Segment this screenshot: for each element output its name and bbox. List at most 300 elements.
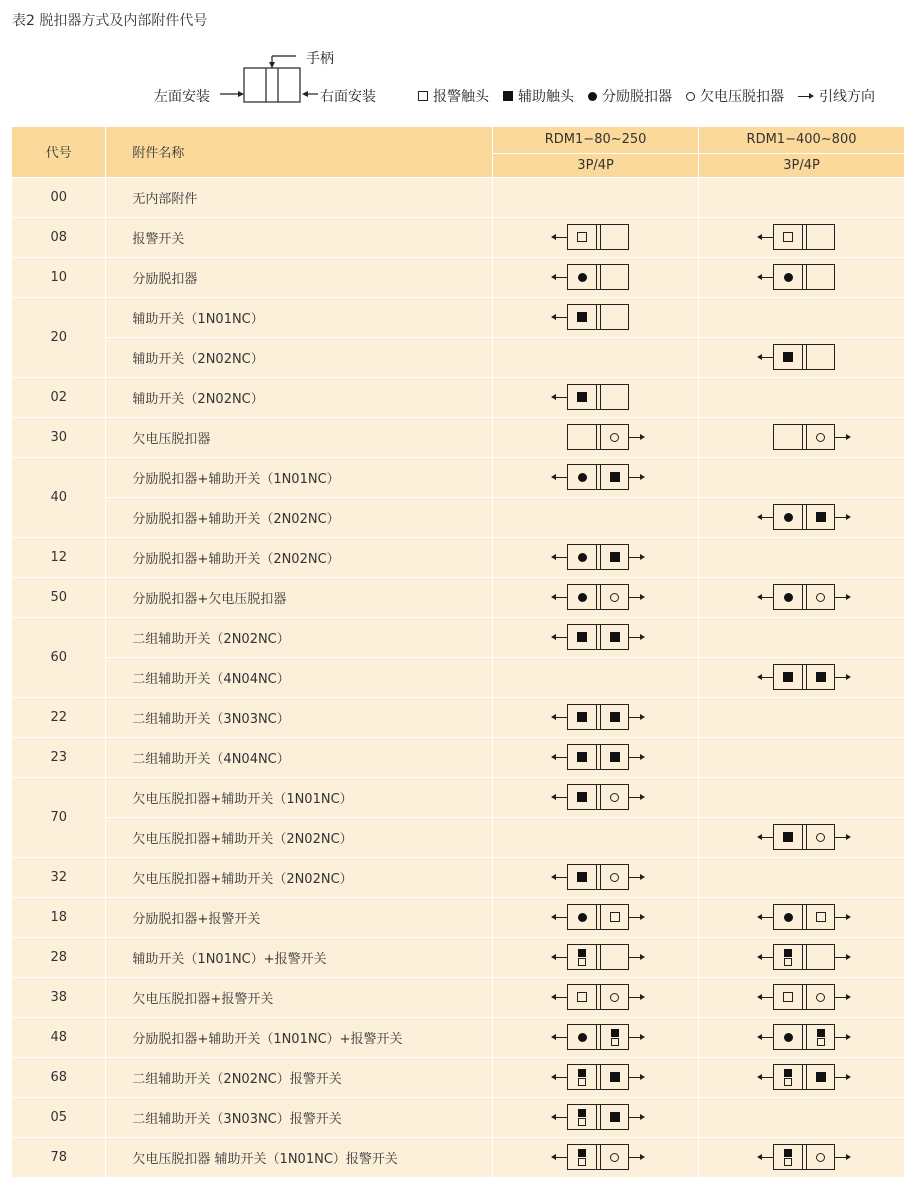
- open-circle-icon: [610, 1153, 619, 1162]
- filled-dot-icon: [784, 1033, 793, 1042]
- filled-square-icon: [816, 672, 826, 682]
- breaker-box: [773, 904, 835, 930]
- accessory-diagram: [551, 784, 645, 810]
- open-circle-icon: [816, 593, 825, 602]
- right-slot: [600, 1065, 628, 1089]
- left-slot: [774, 1145, 802, 1169]
- breaker-box: [567, 624, 629, 650]
- legend-label: 引线方向: [819, 89, 875, 105]
- filled-square-icon: [610, 552, 620, 562]
- breaker-box: [567, 304, 629, 330]
- lead-right-arrow-icon: [629, 552, 645, 562]
- table-row: [12, 217, 905, 257]
- left-slot: [774, 1065, 802, 1089]
- table-row: [12, 417, 905, 457]
- row-name: 二组辅助开关（2N02NC）: [106, 617, 493, 657]
- accessory-diagram: [551, 624, 645, 650]
- lead-right-arrow-icon: [629, 952, 645, 962]
- left-slot: [568, 1145, 596, 1169]
- row-name: 分励脱扣器+辅助开关（1N01NC）: [106, 457, 493, 497]
- filled-dot-icon: [578, 553, 587, 562]
- filled-square-icon: [610, 472, 620, 482]
- left-slot: [568, 1025, 596, 1049]
- lead-left-arrow-icon: [551, 1152, 567, 1162]
- row-code: 02: [12, 377, 106, 417]
- row-code: 68: [12, 1057, 106, 1097]
- stacked-contacts-icon: [578, 1069, 586, 1086]
- accessory-diagram: [551, 1104, 645, 1130]
- open-square-icon: [577, 232, 587, 242]
- accessory-diagram: [551, 1064, 645, 1090]
- row-diagram-model-1: [493, 697, 699, 737]
- left-slot: [774, 905, 802, 929]
- accessory-diagram: [551, 464, 645, 490]
- row-name: 二组辅助开关（4N04NC）: [106, 737, 493, 777]
- breaker-box: [567, 784, 629, 810]
- table-body: [12, 177, 905, 1177]
- accessory-code-table: [12, 127, 905, 1178]
- lead-left-arrow-icon: [757, 832, 773, 842]
- table-row: [12, 857, 905, 897]
- open-square-icon: [783, 992, 793, 1002]
- row-diagram-model-1: [493, 1097, 699, 1137]
- right-slot: [600, 265, 628, 289]
- right-slot: [806, 825, 834, 849]
- breaker-box: [567, 584, 629, 610]
- accessory-diagram: [757, 1064, 851, 1090]
- filled-square-icon: [611, 1029, 619, 1037]
- filled-dot-icon: [578, 593, 587, 602]
- row-diagram-model-1: [493, 1017, 699, 1057]
- accessory-diagram: [757, 664, 851, 690]
- right-slot: [600, 745, 628, 769]
- row-name: 欠电压脱扣器+辅助开关（2N02NC）: [106, 817, 493, 857]
- row-diagram-model-1: [493, 377, 699, 417]
- left-install-label: 左面安装: [154, 89, 210, 105]
- right-slot: [600, 985, 628, 1009]
- lead-left-arrow-icon: [757, 592, 773, 602]
- open-circle-icon: [610, 873, 619, 882]
- right-slot: [806, 985, 834, 1009]
- lead-right-arrow-icon: [835, 1152, 851, 1162]
- right-slot: [600, 1025, 628, 1049]
- accessory-diagram: [757, 1024, 851, 1050]
- row-code: 38: [12, 977, 106, 1017]
- lead-left-arrow-icon: [551, 912, 567, 922]
- table-row: [12, 577, 905, 617]
- left-slot: [568, 785, 596, 809]
- lead-right-arrow-icon: [629, 1112, 645, 1122]
- table-row: [12, 1017, 905, 1057]
- right-install-label: 右面安装: [320, 89, 376, 105]
- filled-square-icon: [784, 1149, 792, 1157]
- left-slot: [568, 305, 596, 329]
- row-diagram-model-1: [493, 857, 699, 897]
- left-slot: [568, 1065, 596, 1089]
- lead-left-arrow-icon: [551, 1072, 567, 1082]
- row-code: 12: [12, 537, 106, 577]
- breaker-box: [773, 1144, 835, 1170]
- row-diagram-model-1: [493, 217, 699, 257]
- accessory-diagram: [757, 224, 835, 250]
- left-slot: [568, 985, 596, 1009]
- lead-right-arrow-icon: [629, 752, 645, 762]
- row-diagram-model-2: [699, 217, 905, 257]
- row-code: 60: [12, 617, 106, 697]
- table-row: [12, 337, 905, 377]
- stacked-contacts-icon: [784, 949, 792, 966]
- lead-right-arrow-icon: [835, 912, 851, 922]
- row-name: 欠电压脱扣器+辅助开关（1N01NC）: [106, 777, 493, 817]
- left-slot: [774, 825, 802, 849]
- row-diagram-model-1: [493, 657, 699, 697]
- filled-square-icon: [578, 1069, 586, 1077]
- row-diagram-model-2: [699, 257, 905, 297]
- breaker-box: [567, 1144, 629, 1170]
- accessory-diagram: [757, 504, 851, 530]
- lead-right-arrow-icon: [835, 512, 851, 522]
- table-row: [12, 377, 905, 417]
- open-circle-icon: [816, 993, 825, 1002]
- open-square-icon: [783, 232, 793, 242]
- row-code: 08: [12, 217, 106, 257]
- lead-right-arrow-icon: [629, 992, 645, 1002]
- row-name: 报警开关: [106, 217, 493, 257]
- filled-square-icon: [783, 832, 793, 842]
- row-name: 二组辅助开关（4N04NC）: [106, 657, 493, 697]
- filled-square-icon: [610, 1072, 620, 1082]
- open-square-icon: [784, 958, 792, 966]
- filled-square-icon: [784, 949, 792, 957]
- open-square-icon: [577, 992, 587, 1002]
- breaker-box: [773, 1024, 835, 1050]
- header-poles-2: 3P/4P: [699, 153, 905, 177]
- row-diagram-model-2: [699, 937, 905, 977]
- table-row: [12, 977, 905, 1017]
- row-diagram-model-2: [699, 297, 905, 337]
- breaker-box: [567, 864, 629, 890]
- row-name: 二组辅助开关（3N03NC）报警开关: [106, 1097, 493, 1137]
- right-slot: [600, 785, 628, 809]
- left-slot: [568, 545, 596, 569]
- row-diagram-model-2: [699, 897, 905, 937]
- filled-dot-icon: [784, 913, 793, 922]
- table-row: [12, 497, 905, 537]
- breaker-box: [773, 344, 835, 370]
- row-diagram-model-1: [493, 817, 699, 857]
- breaker-box: [773, 504, 835, 530]
- row-diagram-model-2: [699, 777, 905, 817]
- right-slot: [806, 505, 834, 529]
- breaker-box: [567, 944, 629, 970]
- row-code: 18: [12, 897, 106, 937]
- breaker-box: [567, 1064, 629, 1090]
- lead-left-arrow-icon: [551, 792, 567, 802]
- accessory-diagram: [773, 424, 851, 450]
- row-diagram-model-1: [493, 457, 699, 497]
- left-slot: [774, 1025, 802, 1049]
- header-model-2: RDM1−400∼800: [699, 127, 905, 153]
- lead-left-arrow-icon: [551, 1032, 567, 1042]
- header-poles-1: 3P/4P: [493, 153, 699, 177]
- left-slot: [568, 905, 596, 929]
- row-diagram-model-2: [699, 657, 905, 697]
- filled-square-icon: [783, 672, 793, 682]
- lead-left-arrow-icon: [757, 672, 773, 682]
- row-name: 分励脱扣器: [106, 257, 493, 297]
- table-row: [12, 617, 905, 657]
- lead-left-arrow-icon: [551, 552, 567, 562]
- breaker-box: [567, 384, 629, 410]
- lead-right-arrow-icon: [629, 912, 645, 922]
- right-slot: [600, 385, 628, 409]
- filled-square-icon: [578, 1109, 586, 1117]
- stacked-contacts-icon: [611, 1029, 619, 1046]
- open-square-icon: [578, 1158, 586, 1166]
- right-slot: [600, 545, 628, 569]
- symbol-legend: [418, 86, 875, 106]
- open-circle-icon: [610, 433, 619, 442]
- arrow-icon: [798, 91, 814, 101]
- lead-left-arrow-icon: [757, 1152, 773, 1162]
- right-slot: [600, 865, 628, 889]
- row-code: 00: [12, 177, 106, 217]
- row-name: 欠电压脱扣器+辅助开关（2N02NC）: [106, 857, 493, 897]
- stacked-contacts-icon: [784, 1069, 792, 1086]
- open-square-icon: [578, 958, 586, 966]
- row-diagram-model-2: [699, 337, 905, 377]
- right-slot: [600, 465, 628, 489]
- right-slot: [806, 345, 834, 369]
- table-row: [12, 1057, 905, 1097]
- breaker-box: [567, 264, 629, 290]
- lead-right-arrow-icon: [629, 872, 645, 882]
- right-slot: [806, 1145, 834, 1169]
- table-caption: 表2 脱扣器方式及内部附件代号: [12, 13, 208, 29]
- filled-dot-icon: [578, 1033, 587, 1042]
- accessory-diagram: [551, 384, 629, 410]
- stacked-contacts-icon: [784, 1149, 792, 1166]
- filled-dot-icon: [784, 593, 793, 602]
- lead-right-arrow-icon: [629, 1072, 645, 1082]
- stacked-contacts-icon: [578, 1109, 586, 1126]
- left-slot: [568, 385, 596, 409]
- lead-left-arrow-icon: [551, 232, 567, 242]
- row-diagram-model-2: [699, 737, 905, 777]
- row-diagram-model-1: [493, 777, 699, 817]
- filled-square-icon: [577, 312, 587, 322]
- left-slot: [568, 265, 596, 289]
- lead-right-arrow-icon: [629, 592, 645, 602]
- header-model-1: RDM1−80∼250: [493, 127, 699, 153]
- mounting-legend-diagram: [150, 44, 390, 114]
- breaker-box: [773, 424, 835, 450]
- lead-right-arrow-icon: [835, 952, 851, 962]
- row-diagram-model-2: [699, 1057, 905, 1097]
- row-name: 分励脱扣器+辅助开关（2N02NC）: [106, 537, 493, 577]
- breaker-box: [567, 1104, 629, 1130]
- right-slot: [600, 585, 628, 609]
- left-slot: [774, 425, 802, 449]
- lead-left-arrow-icon: [551, 272, 567, 282]
- accessory-diagram: [567, 424, 645, 450]
- filled-square-icon: [817, 1029, 825, 1037]
- left-slot: [568, 425, 596, 449]
- row-diagram-model-2: [699, 1017, 905, 1057]
- lead-right-arrow-icon: [629, 792, 645, 802]
- breaker-box: [773, 584, 835, 610]
- accessory-diagram: [757, 984, 851, 1010]
- row-code: 23: [12, 737, 106, 777]
- open-square-icon: [610, 912, 620, 922]
- row-code: 30: [12, 417, 106, 457]
- row-code: 32: [12, 857, 106, 897]
- left-slot: [774, 265, 802, 289]
- open-circle-icon: [816, 833, 825, 842]
- left-slot: [568, 625, 596, 649]
- filled-square-icon: [578, 1149, 586, 1157]
- filled-square-icon: [578, 949, 586, 957]
- accessory-diagram: [551, 264, 629, 290]
- row-name: 分励脱扣器+辅助开关（1N01NC）+报警开关: [106, 1017, 493, 1057]
- breaker-box: [773, 944, 835, 970]
- accessory-diagram: [757, 944, 851, 970]
- row-diagram-model-2: [699, 177, 905, 217]
- row-diagram-model-1: [493, 897, 699, 937]
- left-slot: [774, 985, 802, 1009]
- open-square-icon: [578, 1078, 586, 1086]
- filled-square-icon: [610, 752, 620, 762]
- left-slot: [568, 465, 596, 489]
- lead-left-arrow-icon: [757, 272, 773, 282]
- filled-square-icon: [816, 512, 826, 522]
- row-name: 分励脱扣器+欠电压脱扣器: [106, 577, 493, 617]
- open-square-icon: [816, 912, 826, 922]
- table-row: [12, 937, 905, 977]
- handle-label: 手柄: [306, 51, 334, 67]
- lead-left-arrow-icon: [551, 712, 567, 722]
- lead-left-arrow-icon: [757, 1032, 773, 1042]
- lead-left-arrow-icon: [551, 392, 567, 402]
- breaker-box: [567, 904, 629, 930]
- open-circle-icon: [610, 993, 619, 1002]
- lead-right-arrow-icon: [835, 432, 851, 442]
- legend-item-lead: [798, 86, 875, 106]
- lead-right-arrow-icon: [629, 632, 645, 642]
- stacked-contacts-icon: [817, 1029, 825, 1046]
- legend-item-alarm: [418, 86, 489, 106]
- table-row: [12, 697, 905, 737]
- row-diagram-model-2: [699, 377, 905, 417]
- accessory-diagram: [757, 904, 851, 930]
- legend-label: 分励脱扣器: [602, 89, 672, 105]
- table-row: [12, 817, 905, 857]
- right-slot: [806, 905, 834, 929]
- table-row: [12, 177, 905, 217]
- table-row: [12, 737, 905, 777]
- open-square-icon: [578, 1118, 586, 1126]
- right-slot: [600, 945, 628, 969]
- row-diagram-model-1: [493, 337, 699, 377]
- row-diagram-model-1: [493, 297, 699, 337]
- filled-square-icon: [610, 632, 620, 642]
- row-diagram-model-1: [493, 177, 699, 217]
- left-slot: [774, 505, 802, 529]
- filled-square-icon: [503, 91, 513, 101]
- right-slot: [806, 425, 834, 449]
- row-diagram-model-1: [493, 617, 699, 657]
- row-diagram-model-2: [699, 497, 905, 537]
- accessory-diagram: [757, 264, 835, 290]
- row-name: 分励脱扣器+报警开关: [106, 897, 493, 937]
- open-circle-icon: [816, 433, 825, 442]
- lead-left-arrow-icon: [551, 472, 567, 482]
- accessory-diagram: [551, 1024, 645, 1050]
- breaker-box: [773, 824, 835, 850]
- filled-square-icon: [610, 1112, 620, 1122]
- filled-square-icon: [577, 792, 587, 802]
- stacked-contacts-icon: [578, 949, 586, 966]
- breaker-box: [567, 1024, 629, 1050]
- lead-left-arrow-icon: [551, 752, 567, 762]
- row-code: 48: [12, 1017, 106, 1057]
- accessory-diagram: [757, 584, 851, 610]
- open-square-icon: [784, 1078, 792, 1086]
- left-slot: [568, 225, 596, 249]
- filled-square-icon: [577, 872, 587, 882]
- row-name: 欠电压脱扣器 辅助开关（1N01NC）报警开关: [106, 1137, 493, 1177]
- left-slot: [774, 665, 802, 689]
- row-code: 78: [12, 1137, 106, 1177]
- accessory-diagram: [551, 984, 645, 1010]
- legend-item-undervoltage: [686, 86, 784, 106]
- row-diagram-model-2: [699, 817, 905, 857]
- row-code: 20: [12, 297, 106, 377]
- lead-left-arrow-icon: [551, 992, 567, 1002]
- row-code: 50: [12, 577, 106, 617]
- lead-right-arrow-icon: [835, 992, 851, 1002]
- lead-left-arrow-icon: [757, 512, 773, 522]
- lead-left-arrow-icon: [551, 872, 567, 882]
- left-slot: [568, 585, 596, 609]
- breaker-box: [567, 984, 629, 1010]
- legend-item-shunt: [588, 86, 672, 106]
- filled-dot-icon: [578, 273, 587, 282]
- right-slot: [806, 585, 834, 609]
- row-code: 40: [12, 457, 106, 537]
- row-diagram-model-2: [699, 1097, 905, 1137]
- open-circle-icon: [686, 92, 695, 101]
- row-code: 22: [12, 697, 106, 737]
- table-row: [12, 537, 905, 577]
- left-slot: [774, 585, 802, 609]
- breaker-box: [773, 984, 835, 1010]
- row-diagram-model-2: [699, 857, 905, 897]
- right-slot: [600, 1105, 628, 1129]
- lead-left-arrow-icon: [551, 952, 567, 962]
- left-slot: [568, 865, 596, 889]
- filled-dot-icon: [588, 92, 597, 101]
- open-square-icon: [611, 1038, 619, 1046]
- table-row: [12, 777, 905, 817]
- lead-left-arrow-icon: [551, 312, 567, 322]
- filled-dot-icon: [784, 273, 793, 282]
- row-diagram-model-1: [493, 497, 699, 537]
- right-slot: [806, 945, 834, 969]
- accessory-diagram: [757, 824, 851, 850]
- breaker-box: [773, 224, 835, 250]
- lead-right-arrow-icon: [629, 1152, 645, 1162]
